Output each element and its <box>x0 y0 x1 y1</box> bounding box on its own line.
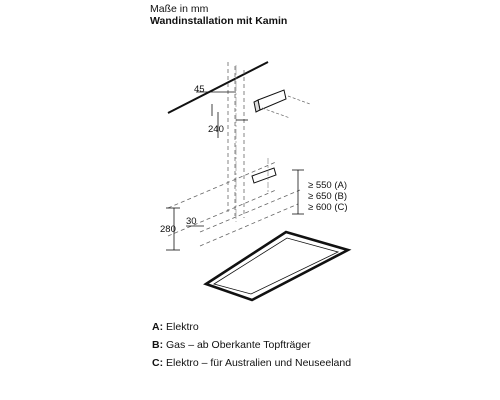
dim-min-c: ≥ 600 (C) <box>308 202 348 213</box>
legend-b-text: Gas – ab Oberkante Topfträger <box>166 339 311 351</box>
dim-45: 45 <box>194 84 205 95</box>
legend-a-key: A: <box>152 321 164 333</box>
legend-a <box>152 321 199 333</box>
hood-outline <box>168 162 300 246</box>
units-note: Maße in mm <box>150 3 209 15</box>
legend-c-text: Elektro – für Australien und Neuseeland <box>166 357 352 369</box>
legend-a-text: Elektro <box>166 321 199 333</box>
upper-bracket <box>254 90 286 112</box>
dim-30: 30 <box>186 216 197 227</box>
dim-min-a: ≥ 550 (A) <box>308 180 348 191</box>
dim-240: 240 <box>208 124 224 135</box>
legend-c-key: C: <box>152 357 164 369</box>
legend-c <box>152 357 351 369</box>
dim-min-b: ≥ 650 (B) <box>308 191 348 202</box>
legend-b-key: B: <box>152 339 164 351</box>
diagram-title: Wandinstallation mit Kamin <box>150 15 288 27</box>
lower-bracket <box>252 168 276 183</box>
cooktop <box>206 232 348 300</box>
legend-b <box>152 339 311 351</box>
ceiling-line <box>168 62 268 113</box>
dim-280: 280 <box>160 224 176 235</box>
